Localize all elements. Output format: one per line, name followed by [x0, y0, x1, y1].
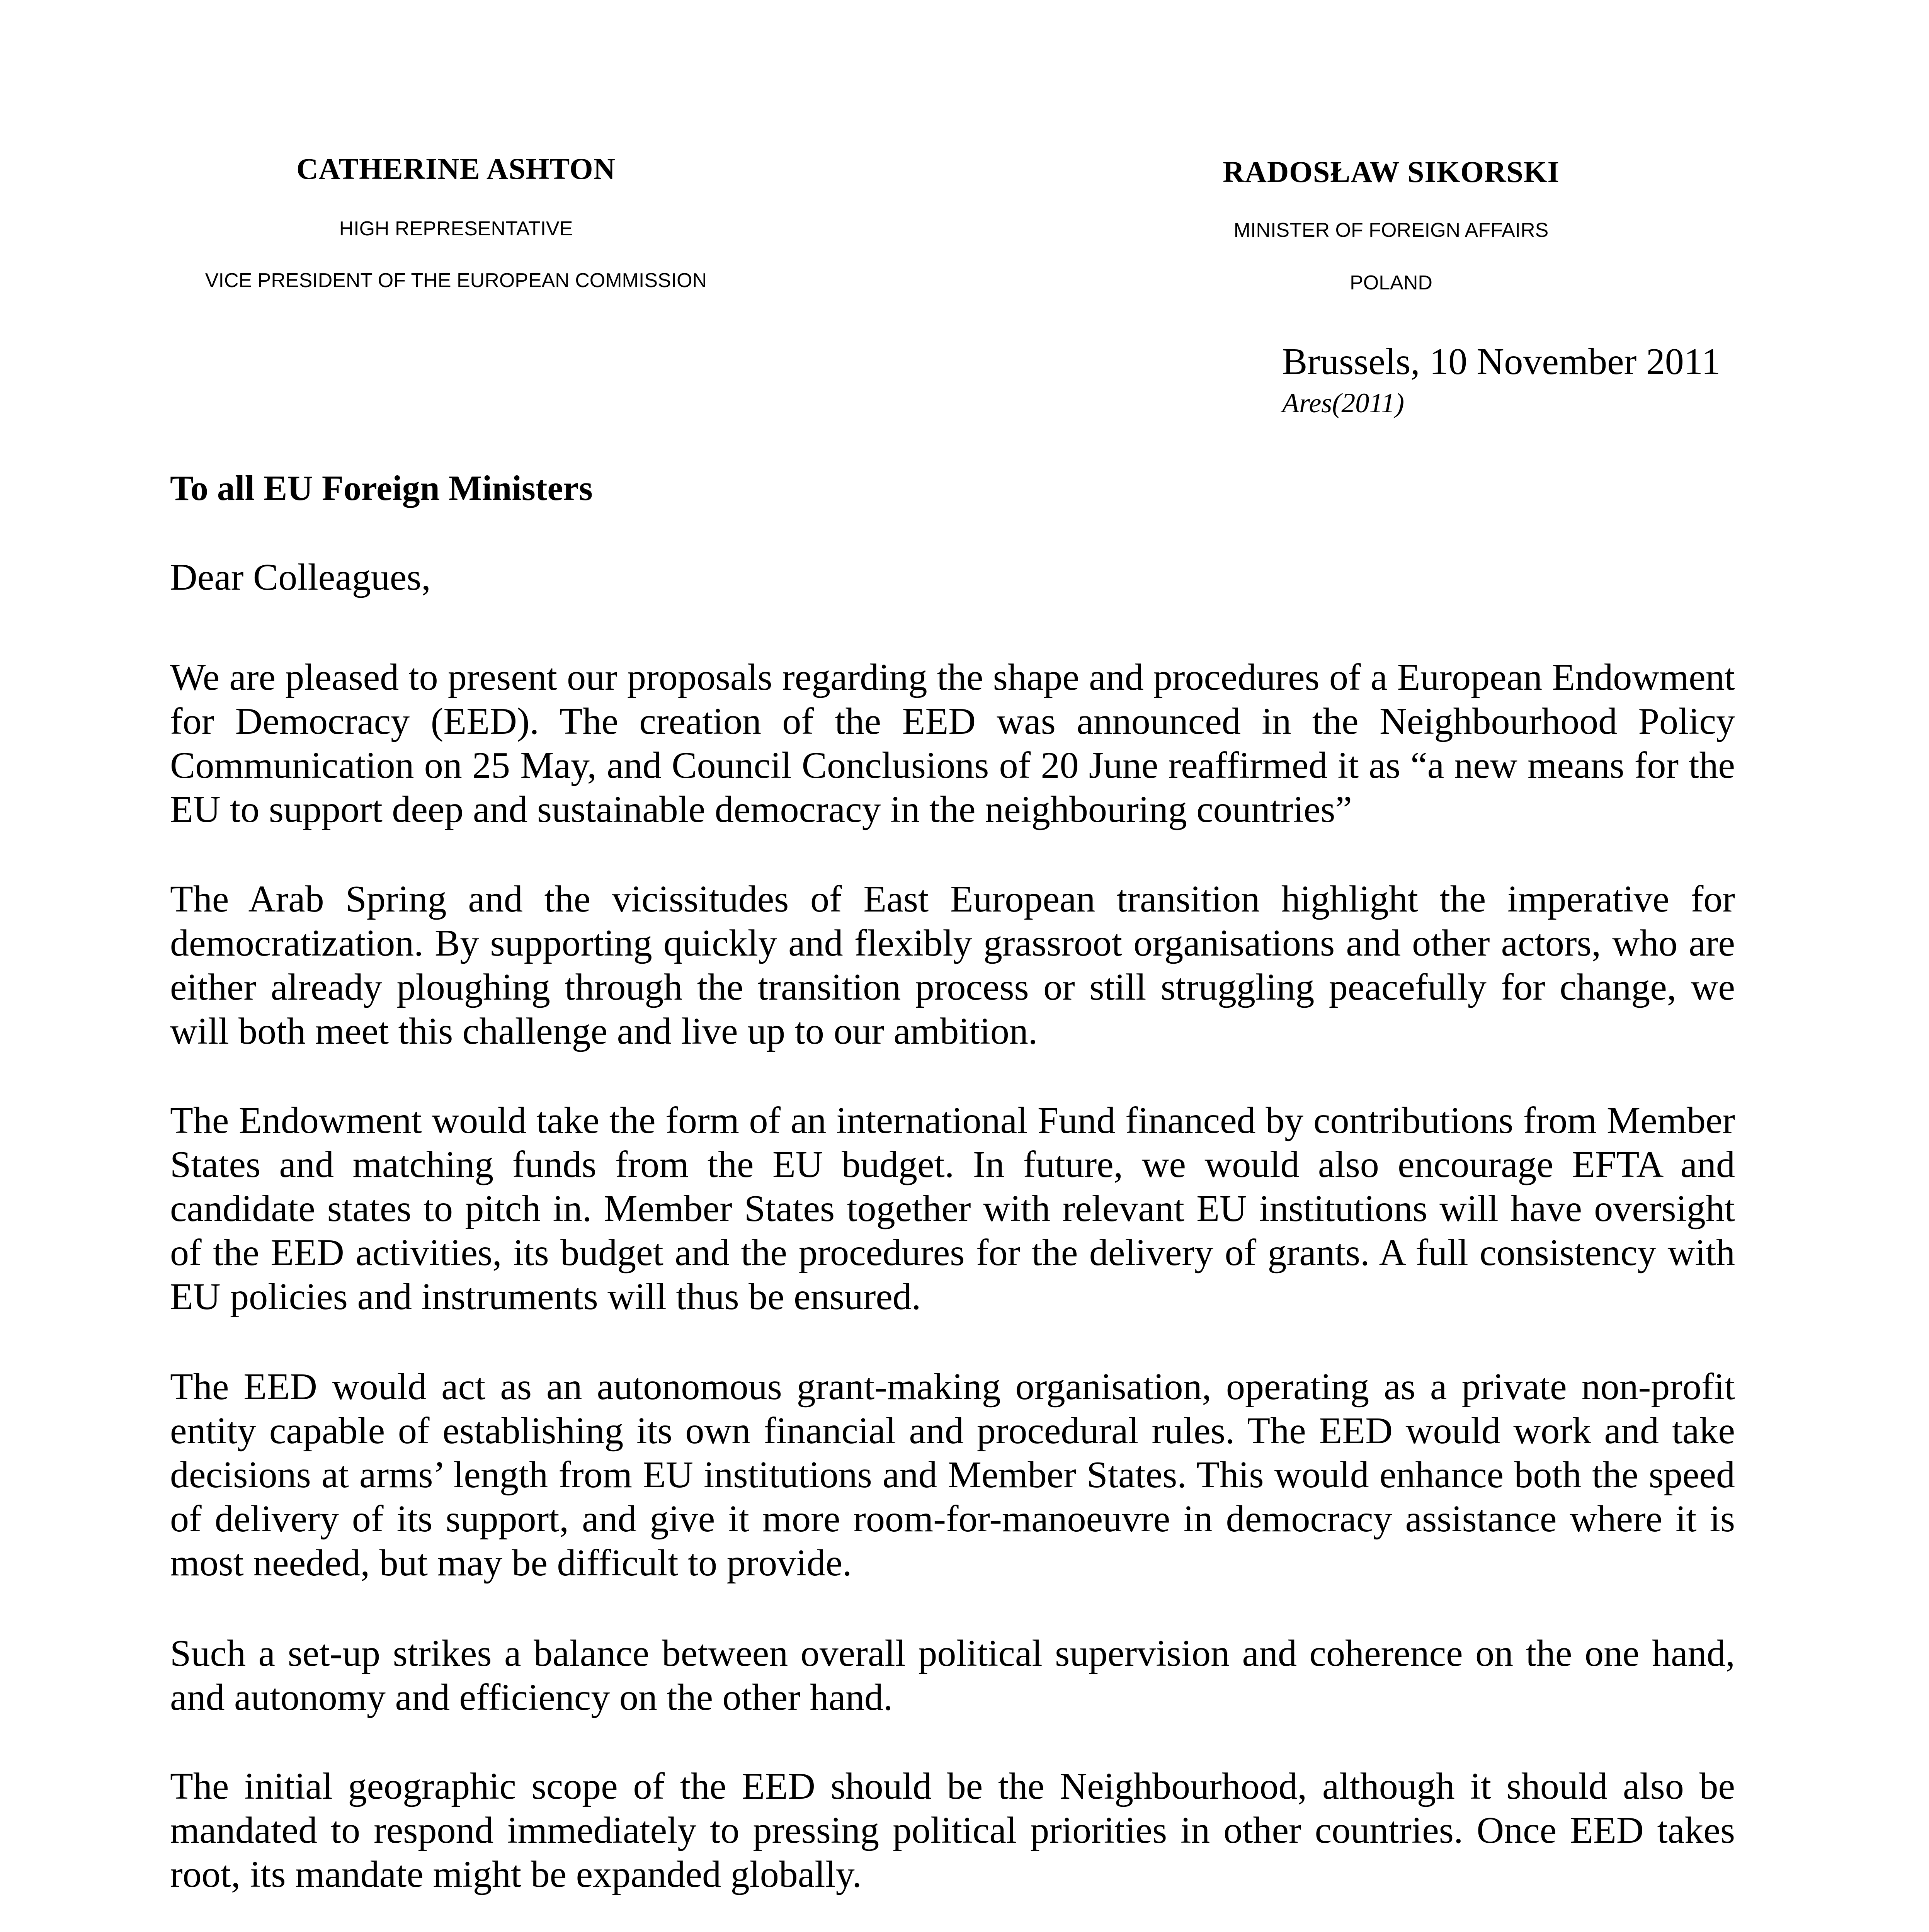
date-line: Brussels, 10 November 2011 [1282, 341, 1721, 383]
body-paragraph-6: The initial geographic scope of the EED should be the Neighbourhood, although it should also be mandated to respond immediately to pressing political priorities in other countries. Once EED takes root, its mandate might be expanded globally. [170, 1765, 1735, 1895]
left-sender-name: CATHERINE ASHTON [296, 152, 616, 185]
salutation: Dear Colleagues, [170, 556, 431, 598]
body-paragraph-5: Such a set-up strikes a balance between overall political supervision and coherence on the one hand, and autonomy and efficiency on the other hand. [170, 1633, 1735, 1718]
right-sender-name: RADOSŁAW SIKORSKI [1223, 155, 1560, 189]
body-paragraph-1: We are pleased to present our proposals regarding the shape and procedures of a European Endowment for Democracy (EED). The creation of the EED was announced in the Neighbourhood Policy Communication on 25 May, and Council Conclusions of 20 June reaffirmed it as “a new means for the EU to support deep and sustainable democracy in the neighbouring countries” [170, 656, 1735, 830]
body-paragraph-2: The Arab Spring and the vicissitudes of East European transition highlight the imperative for democratization. By supporting quickly and flexibly grassroot organisations and other actors, who are either already ploughing through the transition process or still struggling peacefully for change, we will both meet this challenge and live up to our ambition. [170, 878, 1735, 1052]
reference-number: Ares(2011) [1282, 388, 1404, 418]
body-paragraph-4: The EED would act as an autonomous grant-making organisation, operating as a private non-profit entity capable of establishing its own financial and procedural rules. The EED would work and take decisions at arms’ length from EU institutions and Member States. This would enhance both the speed of delivery of its support, and give it more room-for-manoeuvre in democracy assistance where it is most needed, but may be difficult to provide. [170, 1366, 1735, 1584]
left-sender-title-1: HIGH REPRESENTATIVE [339, 218, 573, 240]
right-sender-title-2: POLAND [1350, 272, 1432, 294]
left-sender-title-2: VICE PRESIDENT OF THE EUROPEAN COMMISSION [205, 269, 707, 292]
right-sender-title-1: MINISTER OF FOREIGN AFFAIRS [1233, 219, 1549, 242]
body-paragraph-3: The Endowment would take the form of an international Fund financed by contributions from Member States and matching funds from the EU budget. In future, we would also encourage EFTA and candidate states to pitch in. Member States together with relevant EU institutions will have oversight of the EED activities, its budget and the procedures for the delivery of grants. A full consistency with EU policies and instruments will thus be ensured. [170, 1100, 1735, 1318]
addressee: To all EU Foreign Ministers [170, 468, 593, 508]
